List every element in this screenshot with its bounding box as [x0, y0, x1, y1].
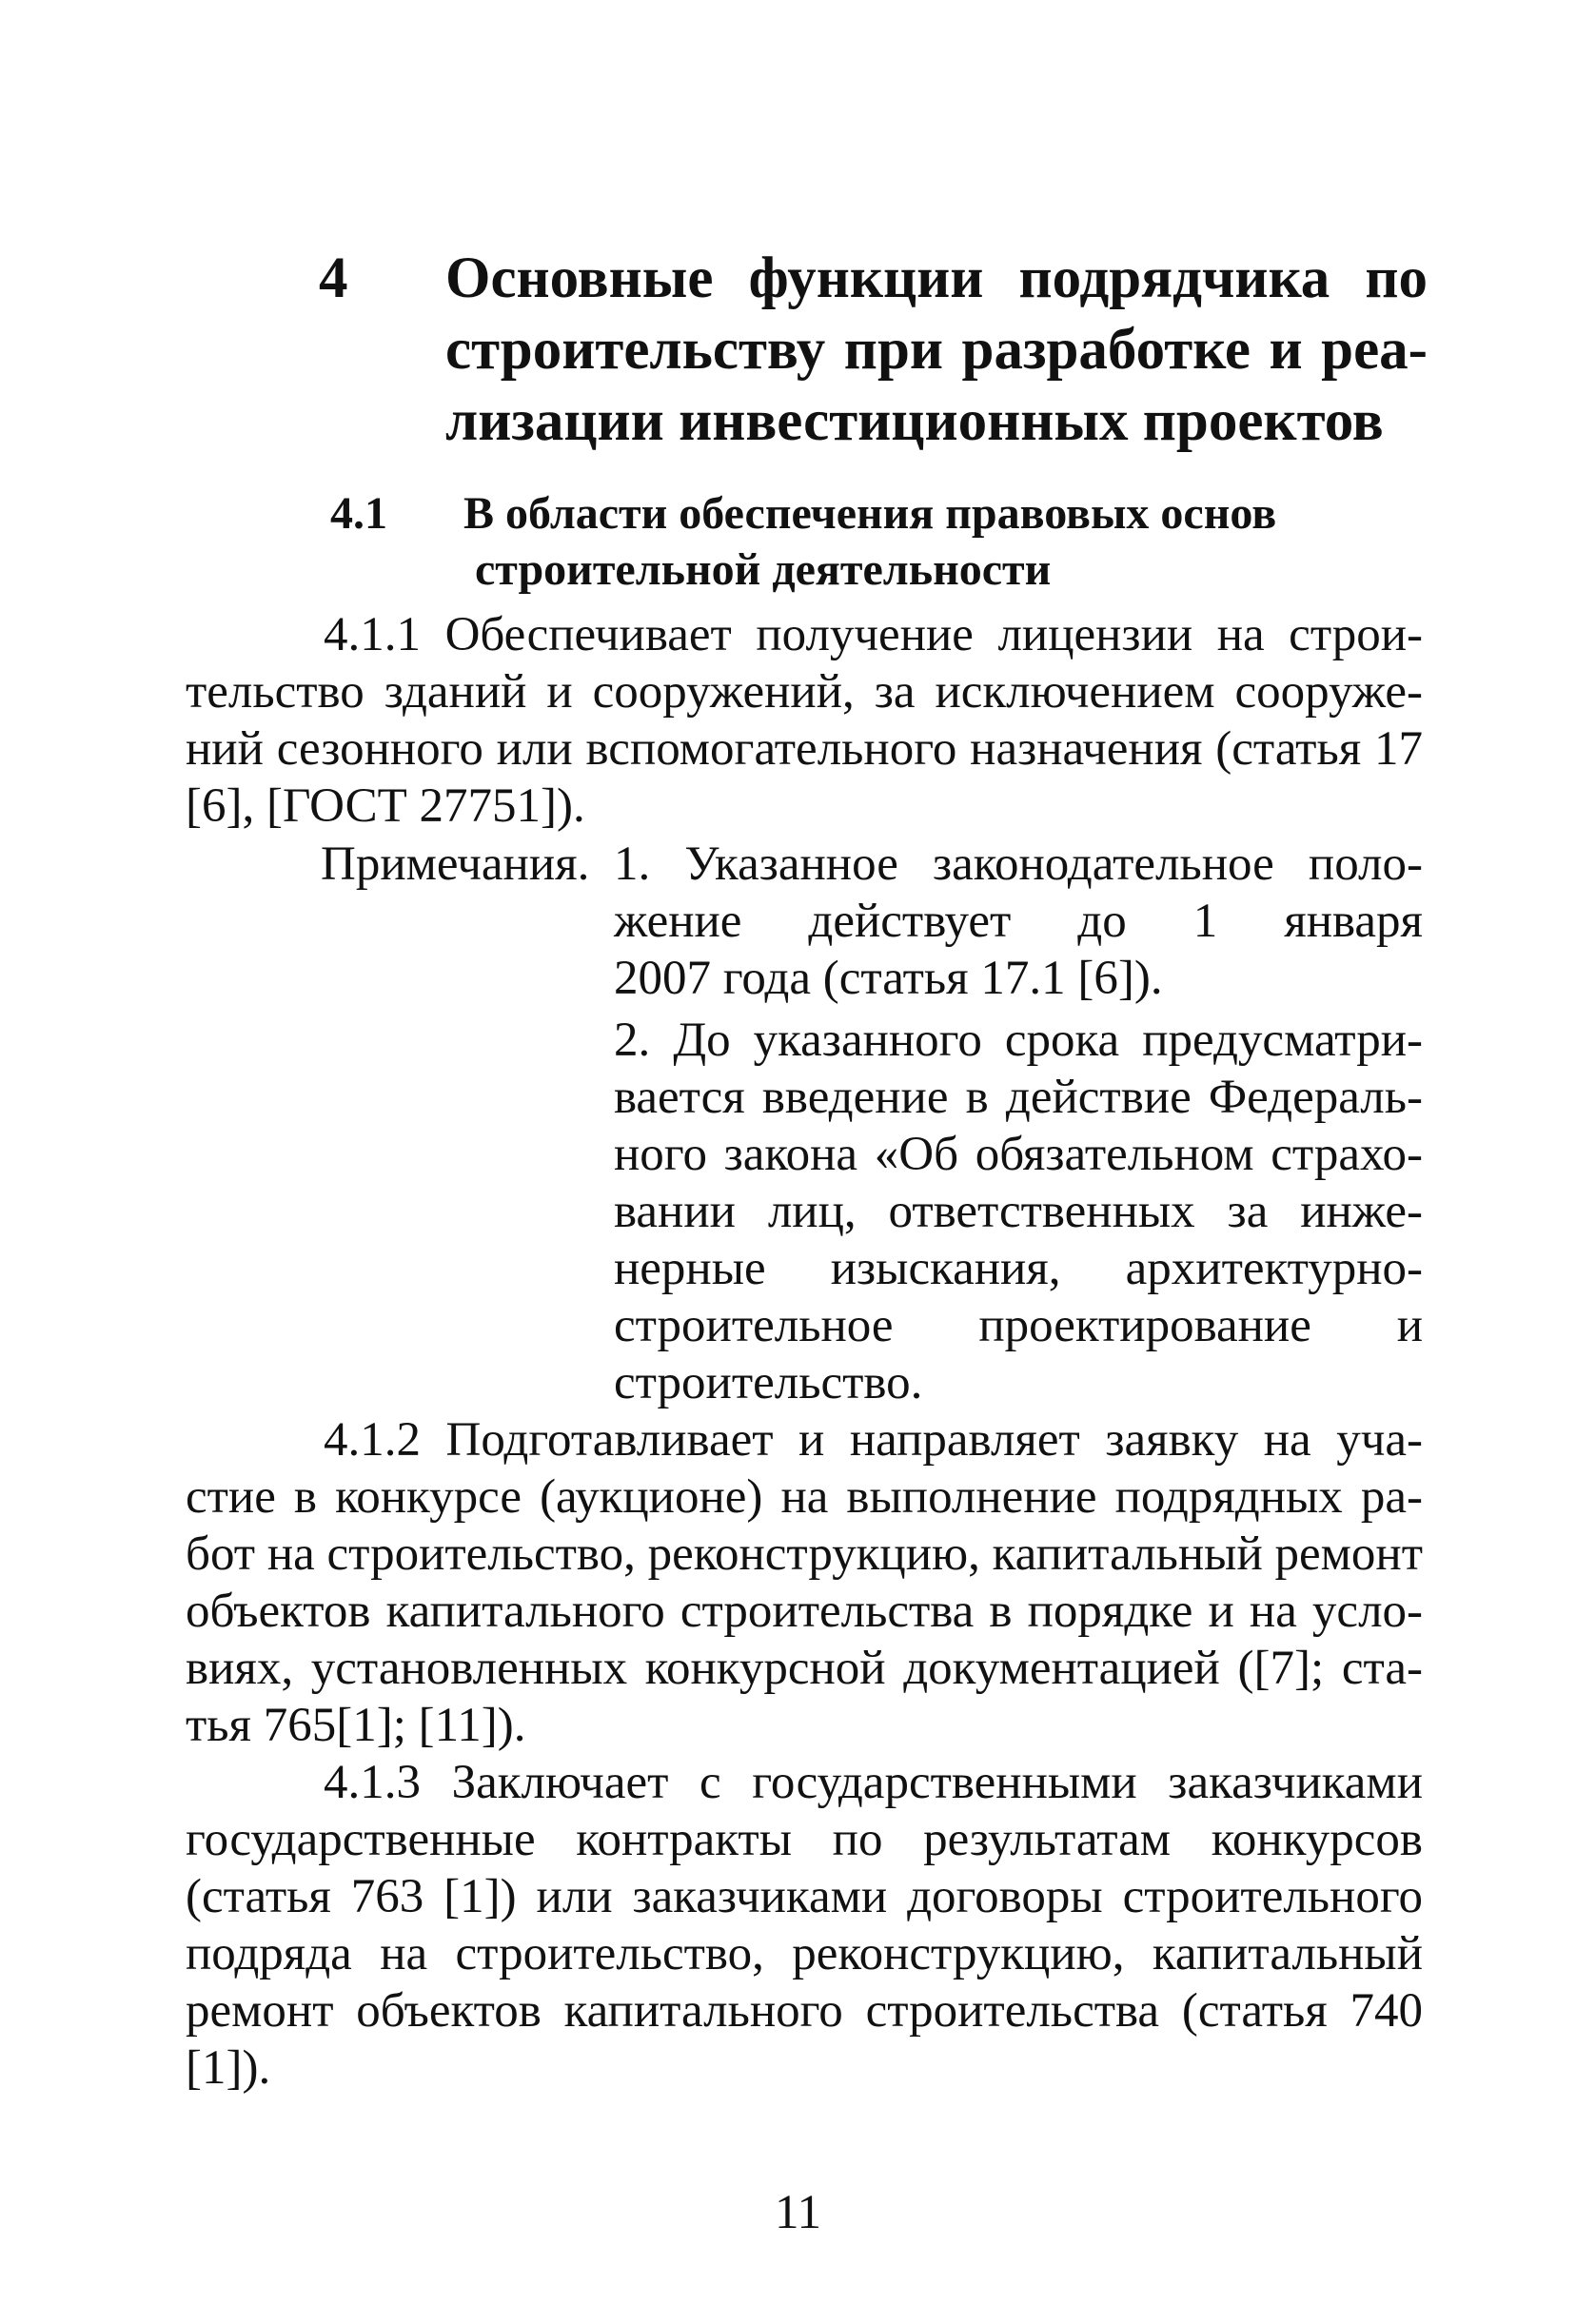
note-line: 1. Указанное законодательное поло-: [614, 837, 1423, 891]
paragraph-line: [6], [ГОСТ 27751]).: [186, 779, 585, 833]
paragraph-line: [186, 1754, 1423, 1811]
paragraph-text: Подготавливает и направляет заявку на уча-: [445, 1413, 1424, 1467]
paragraph-number: 4.1.3: [324, 1756, 421, 1809]
paragraph-line: государственные контракты по результатам конкурсов: [186, 1813, 1423, 1866]
note-line: ного закона «Об обязательном страхо-: [614, 1128, 1423, 1181]
chapter-title-line: строительству при разработке и реа-: [445, 318, 1428, 382]
paragraph-line: виях, установленных конкурсной документацией ([7]; ста-: [186, 1642, 1423, 1695]
paragraph-line: ний сезонного или вспомогательного назначения (статья 17: [186, 722, 1423, 776]
note-line: жение действует до 1 января: [614, 895, 1423, 948]
chapter-number: 4: [319, 246, 348, 310]
note-2: [614, 1012, 1423, 1411]
section-number: 4.1: [330, 488, 387, 539]
note-line: 2. До указанного срока предусматри-: [614, 1014, 1423, 1067]
paragraph-text: Обеспечивает получение лицензии на строи-: [444, 608, 1424, 661]
note-line: вается введение в действие Федераль-: [614, 1071, 1423, 1124]
note-line: строительство.: [614, 1356, 923, 1409]
paragraph-line: тья 765[1]; [11]).: [186, 1699, 526, 1752]
paragraph-number: 4.1.2: [324, 1413, 421, 1467]
paragraph-line: ремонт объектов капитального строительства (статья 740: [186, 1984, 1423, 2038]
paragraph-4-1-3: [186, 1754, 1423, 2097]
paragraph-line: [186, 606, 1423, 663]
section-title: [463, 485, 1425, 598]
page-number: 11: [774, 2186, 822, 2239]
chapter-title-line: Основные функции подрядчика по: [445, 246, 1428, 310]
paragraph-line: [186, 1411, 1423, 1468]
paragraph-line: тельство зданий и сооружений, за исключением сооруже-: [186, 665, 1423, 719]
section-title-line: строительной деятельности: [475, 544, 1052, 595]
paragraph-line: бот на строительство, реконструкцию, капитальный ремонт: [186, 1527, 1423, 1581]
paragraph-line: объектов капитального строительства в порядке и на усло-: [186, 1585, 1423, 1638]
note-line: строительное проектирование и: [614, 1299, 1423, 1352]
paragraph-number: 4.1.1: [324, 608, 421, 661]
note-line: нерные изыскания, архитектурно-: [614, 1242, 1423, 1295]
paragraph-line: (статья 763 [1]) или заказчиками договоры строительного: [186, 1870, 1423, 1923]
note-1: [614, 836, 1423, 1007]
note-line: 2007 года (статья 17.1 [6]).: [614, 952, 1163, 1005]
notes-label: Примечания.: [321, 837, 590, 891]
section-title-line: В области обеспечения правовых основ: [463, 488, 1277, 539]
chapter-title-line: лизации инвестиционных проектов: [445, 389, 1384, 453]
paragraph-line: [1]).: [186, 2041, 271, 2095]
paragraph-4-1-2: [186, 1411, 1423, 1754]
paragraph-4-1-1: [186, 606, 1423, 835]
paragraph-text: Заключает с государственными заказчиками: [451, 1756, 1423, 1809]
paragraph-line: стие в конкурсе (аукционе) на выполнение подрядных ра-: [186, 1470, 1423, 1524]
chapter-title: [445, 243, 1428, 457]
note-line: вании лиц, ответственных за инже-: [614, 1185, 1423, 1238]
paragraph-line: подряда на строительство, реконструкцию, капитальный: [186, 1927, 1423, 1980]
